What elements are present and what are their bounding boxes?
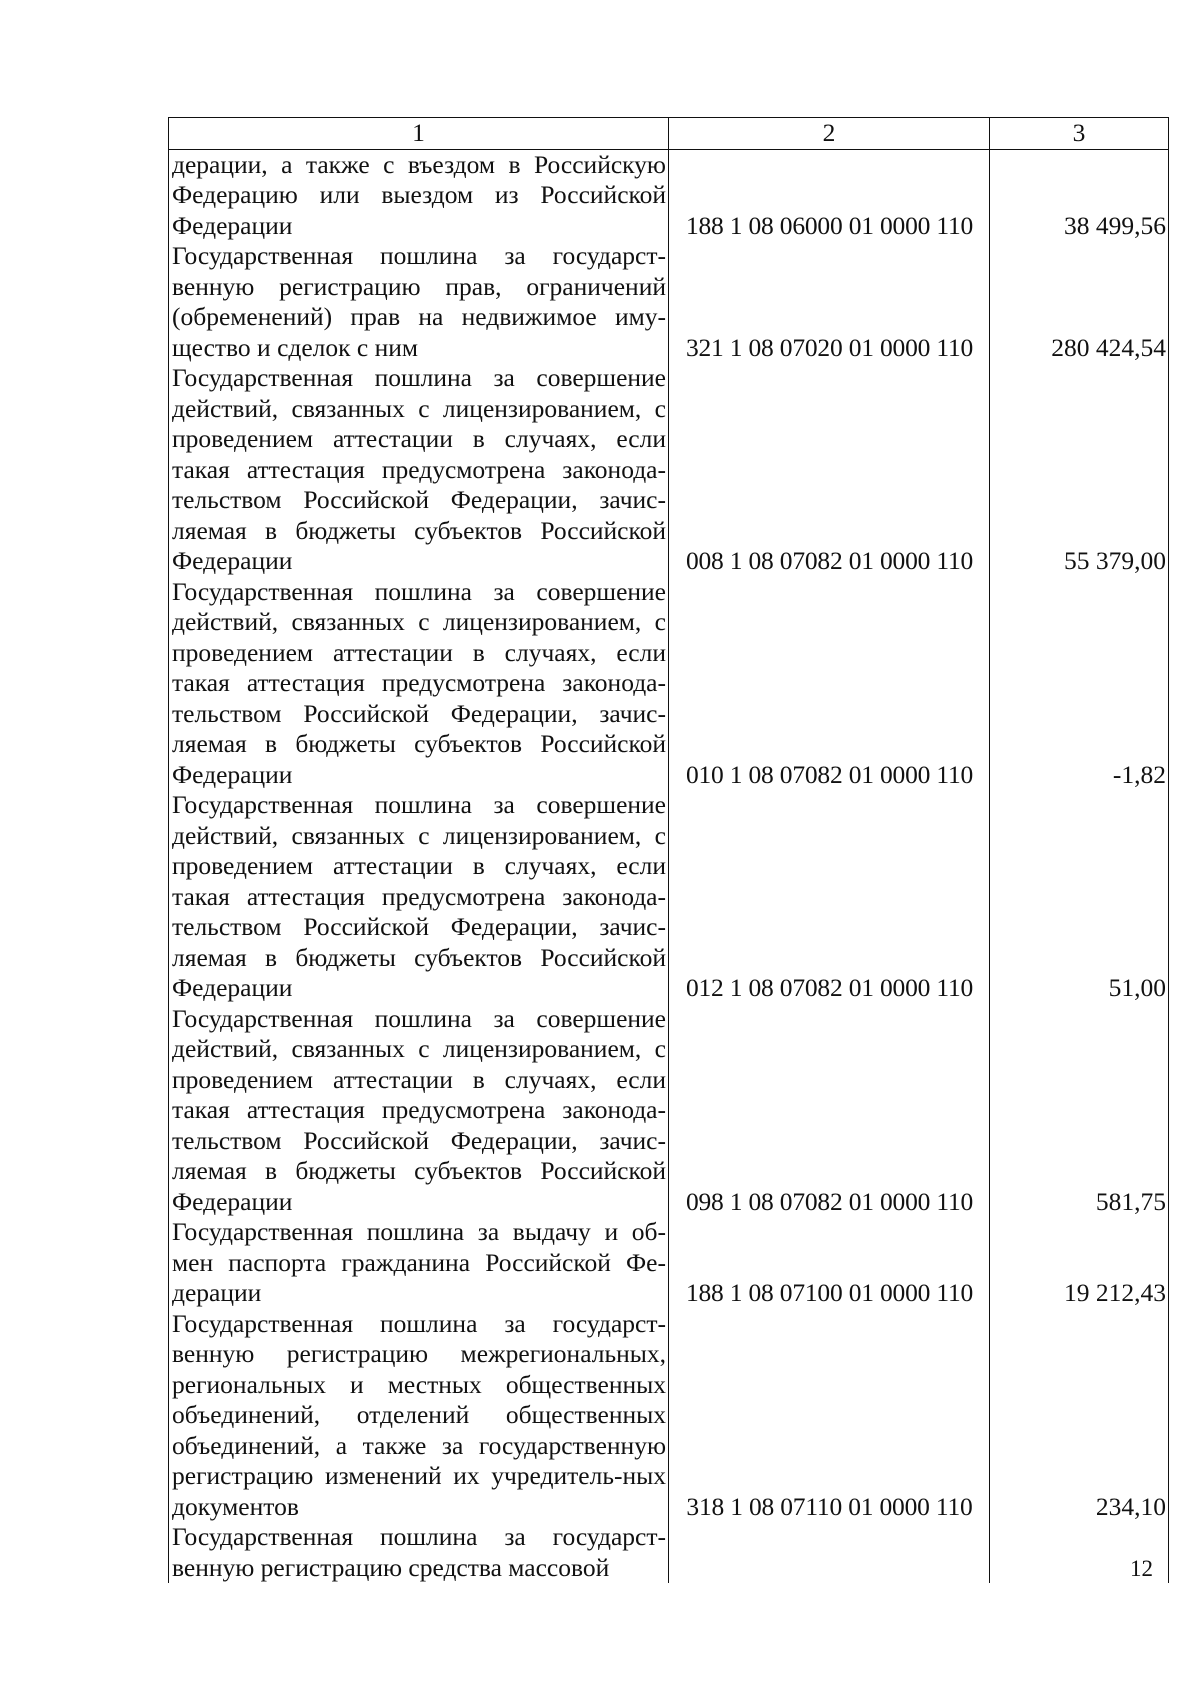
table-header (169, 118, 1169, 150)
row-budget-code: 188 1 08 06000 01 0000 110 (669, 149, 990, 241)
row-description: Государственная пошлина за государст-венную регистрацию прав, ограничений (обременений) прав на недвижимое иму-щество и сделок с ним (169, 241, 669, 363)
table-row (169, 1309, 1169, 1523)
table-row (169, 1217, 1169, 1309)
table-body (169, 149, 1169, 1583)
revenue-table (168, 117, 1169, 1583)
row-amount: 38 499,56 (990, 149, 1169, 241)
table-row (169, 241, 1169, 363)
table-row (169, 1522, 1169, 1583)
table-row (169, 149, 1169, 241)
header-row (169, 118, 1169, 150)
row-amount: 234,10 (990, 1309, 1169, 1523)
row-description: Государственная пошлина за совершение действий, связанных с лицензированием, с проведением аттестации в случаях, если такая аттестация предусмотрена законода-тельством Российской Федерации, зачис-ляемая в бюджеты субъектов Российской Федерации (169, 1004, 669, 1218)
row-amount: 581,75 (990, 1004, 1169, 1218)
row-budget-code: 008 1 08 07082 01 0000 110 (669, 363, 990, 577)
row-description: Государственная пошлина за совершение действий, связанных с лицензированием, с проведением аттестации в случаях, если такая аттестация предусмотрена законода-тельством Российской Федерации, зачис-ляемая в бюджеты субъектов Российской Федерации (169, 363, 669, 577)
row-amount: 280 424,54 (990, 241, 1169, 363)
row-description: Государственная пошлина за государст-венную регистрацию средства массовой (169, 1522, 669, 1583)
row-description: Государственная пошлина за государст-венную регистрацию межрегиональных, региональных и местных общественных объединений, отделений общественных объединений, а также за государственную регистрацию изменений их учредитель-ных документов (169, 1309, 669, 1523)
row-description: Государственная пошлина за совершение действий, связанных с лицензированием, с проведением аттестации в случаях, если такая аттестация предусмотрена законода-тельством Российской Федерации, зачис-ляемая в бюджеты субъектов Российской Федерации (169, 790, 669, 1004)
column-header-3: 3 (990, 118, 1169, 150)
row-description: дерации, а также с въездом в Российскую Федерацию или выездом из Российской Федерации (169, 149, 669, 241)
row-amount: 55 379,00 (990, 363, 1169, 577)
row-budget-code: 318 1 08 07110 01 0000 110 (669, 1309, 990, 1523)
table-row (169, 790, 1169, 1004)
row-budget-code: 321 1 08 07020 01 0000 110 (669, 241, 990, 363)
row-budget-code: 012 1 08 07082 01 0000 110 (669, 790, 990, 1004)
row-amount: 19 212,43 (990, 1217, 1169, 1309)
column-header-1: 1 (169, 118, 669, 150)
row-budget-code: 188 1 08 07100 01 0000 110 (669, 1217, 990, 1309)
row-budget-code (669, 1522, 990, 1583)
row-description: Государственная пошлина за совершение действий, связанных с лицензированием, с проведением аттестации в случаях, если такая аттестация предусмотрена законода-тельством Российской Федерации, зачис-ляемая в бюджеты субъектов Российской Федерации (169, 577, 669, 791)
row-amount: -1,82 (990, 577, 1169, 791)
row-budget-code: 098 1 08 07082 01 0000 110 (669, 1004, 990, 1218)
revenue-table-container (168, 117, 1168, 1583)
table-row (169, 577, 1169, 791)
table-row (169, 363, 1169, 577)
column-header-2: 2 (669, 118, 990, 150)
row-description: Государственная пошлина за выдачу и об-мен паспорта гражданина Российской Фе-дерации (169, 1217, 669, 1309)
table-row (169, 1004, 1169, 1218)
row-amount: 51,00 (990, 790, 1169, 1004)
page-number: 12 (1130, 1556, 1153, 1581)
row-budget-code: 010 1 08 07082 01 0000 110 (669, 577, 990, 791)
